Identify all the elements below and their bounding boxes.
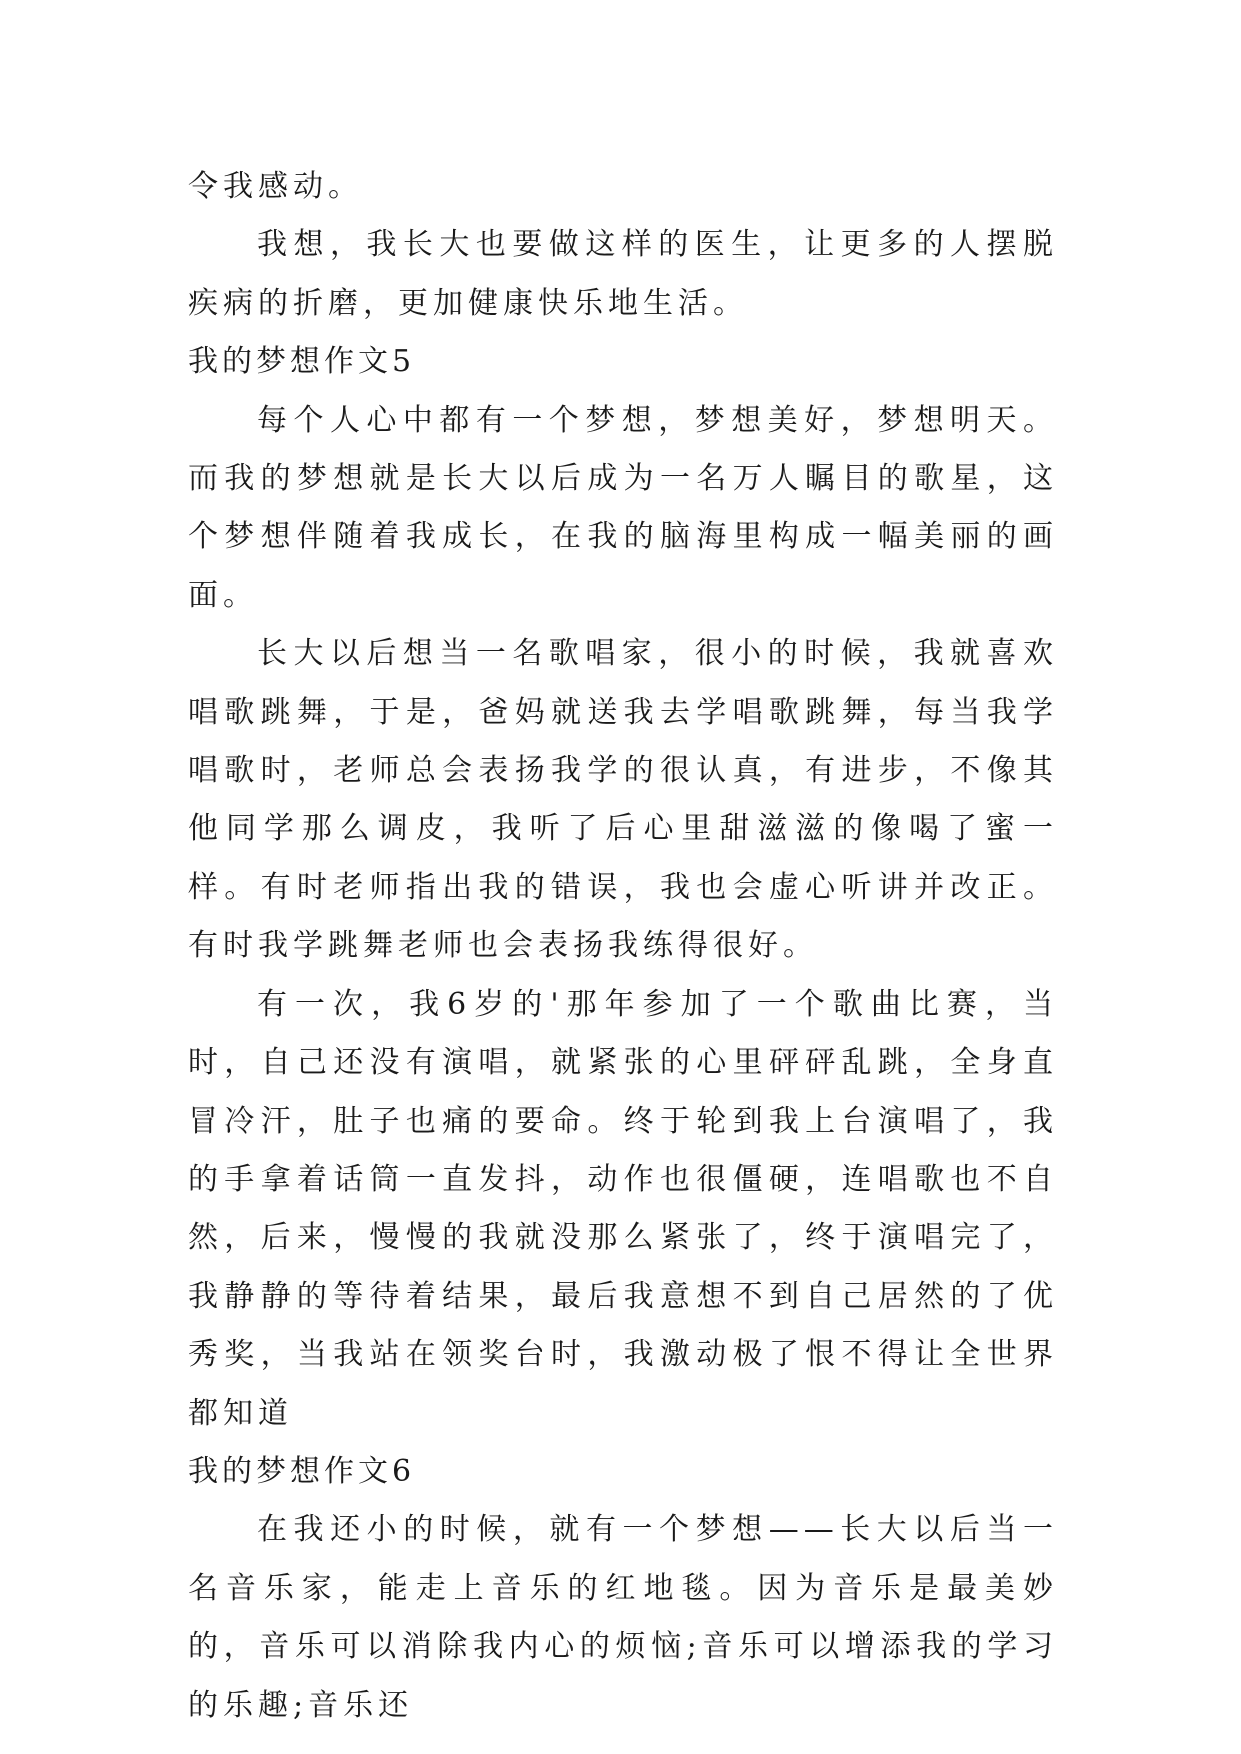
document-body	[188, 158, 1058, 1735]
body-paragraph: 每个人心中都有一个梦想，梦想美好，梦想明天。而我的梦想就是长大以后成为一名万人瞩目的歌星，这个梦想伴随着我成长，在我的脑海里构成一幅美丽的画面。	[188, 402, 1058, 613]
section-heading: 我的梦想作文6	[188, 1453, 416, 1489]
section-heading: 我的梦想作文5	[188, 344, 416, 380]
body-paragraph: 在我还小的时候，就有一个梦想——长大以后当一名音乐家，能走上音乐的红地毯。因为音乐是最美妙的，音乐可以消除我内心的烦恼;音乐可以增添我的学习的乐趣;音乐还	[188, 1512, 1058, 1723]
body-paragraph: 长大以后想当一名歌唱家，很小的时候，我就喜欢唱歌跳舞，于是，爸妈就送我去学唱歌跳舞，每当我学唱歌时，老师总会表扬我学的很认真，有进步，不像其他同学那么调皮，我听了后心里甜滋滋的像喝了蜜一样。有时老师指出我的错误，我也会虚心听讲并改正。有时我学跳舞老师也会表扬我练得很好。	[188, 636, 1058, 964]
continuation-paragraph: 令我感动。	[188, 169, 363, 204]
body-paragraph: 有一次，我6岁的'那年参加了一个歌曲比赛，当时，自己还没有演唱，就紧张的心里砰砰乱跳，全身直冒冷汗，肚子也痛的要命。终于轮到我上台演唱了，我的手拿着话筒一直发抖，动作也很僵硬，连唱歌也不自然，后来，慢慢的我就没那么紧张了，终于演唱完了，我静静的等待着结果，最后我意想不到自己居然的了优秀奖，当我站在领奖台时，我激动极了恨不得让全世界都知道	[188, 986, 1058, 1431]
body-paragraph: 我想，我长大也要做这样的医生，让更多的人摆脱疾病的折磨，更加健康快乐地生活。	[188, 227, 1058, 321]
